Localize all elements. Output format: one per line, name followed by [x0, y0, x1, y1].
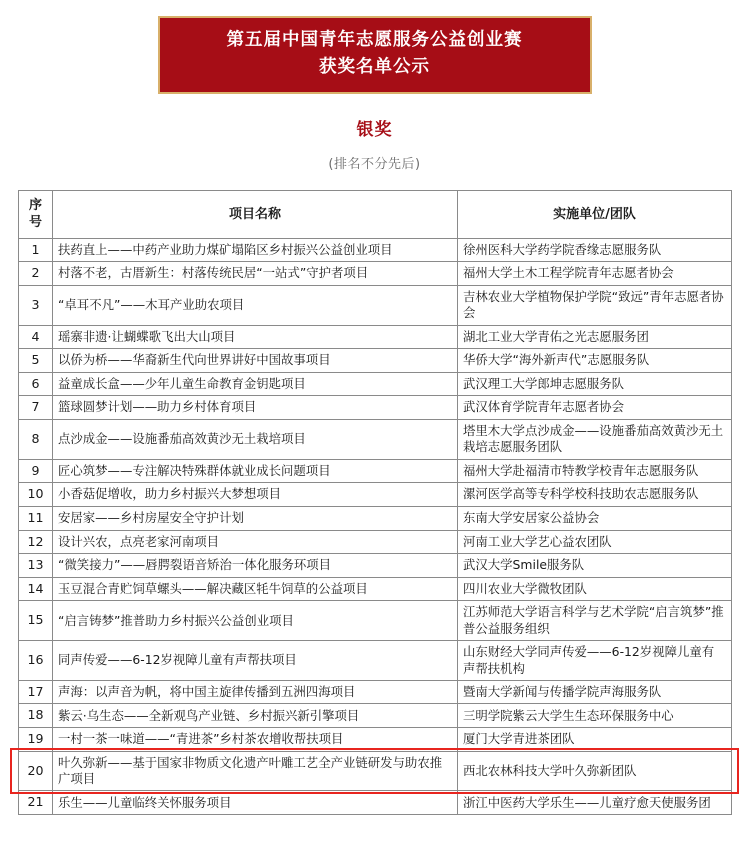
row-project-name: 匠心筑梦——专注解决特殊群体就业成长问题项目 [53, 459, 458, 483]
row-organization: 厦门大学青进茶团队 [458, 728, 732, 752]
award-table-container [18, 190, 731, 815]
row-project-name: 一村一茶一味道——“青进茶”乡村茶农增收帮扶项目 [53, 728, 458, 752]
row-index: 10 [19, 483, 53, 507]
row-project-name: 村落不老，古厝新生：村落传统民居“一站式”守护者项目 [53, 262, 458, 286]
row-index: 4 [19, 325, 53, 349]
row-organization: 湖北工业大学青佑之光志愿服务团 [458, 325, 732, 349]
title-banner [158, 16, 592, 94]
row-index: 13 [19, 554, 53, 578]
table-row [19, 751, 732, 791]
table-row [19, 262, 732, 286]
column-header-project: 项目名称 [53, 191, 458, 238]
row-project-name: 益童成长盒——少年儿童生命教育金钥匙项目 [53, 372, 458, 396]
row-organization: 东南大学安居家公益协会 [458, 506, 732, 530]
row-project-name: 篮球圆梦计划——助力乡村体育项目 [53, 396, 458, 420]
row-organization: 四川农业大学微牧团队 [458, 577, 732, 601]
award-list-table [18, 190, 732, 815]
table-row [19, 601, 732, 641]
table-row [19, 728, 732, 752]
row-index: 14 [19, 577, 53, 601]
row-index: 8 [19, 419, 53, 459]
row-index: 11 [19, 506, 53, 530]
table-row [19, 506, 732, 530]
row-index: 2 [19, 262, 53, 286]
row-organization: 漯河医学高等专科学校科技助农志愿服务队 [458, 483, 732, 507]
row-index: 6 [19, 372, 53, 396]
row-index: 7 [19, 396, 53, 420]
row-index: 21 [19, 791, 53, 815]
row-index: 9 [19, 459, 53, 483]
row-project-name: 设计兴农，点亮老家河南项目 [53, 530, 458, 554]
row-index: 15 [19, 601, 53, 641]
row-project-name: 点沙成金——设施番茄高效黄沙无土栽培项目 [53, 419, 458, 459]
table-row [19, 483, 732, 507]
table-row [19, 530, 732, 554]
row-organization: 山东财经大学同声传爱——6-12岁视障儿童有声帮扶机构 [458, 641, 732, 681]
table-row [19, 680, 732, 704]
row-project-name: 玉豆混合青贮饲草螺头——解决藏区牦牛饲草的公益项目 [53, 577, 458, 601]
table-row [19, 577, 732, 601]
table-row [19, 419, 732, 459]
row-project-name: 小香菇促增收，助力乡村振兴大梦想项目 [53, 483, 458, 507]
row-organization: 三明学院紫云大学生生态环保服务中心 [458, 704, 732, 728]
table-row [19, 285, 732, 325]
table-row [19, 372, 732, 396]
row-index: 1 [19, 238, 53, 262]
column-header-org: 实施单位/团队 [458, 191, 732, 238]
row-organization: 武汉体育学院青年志愿者协会 [458, 396, 732, 420]
row-organization: 吉林农业大学植物保护学院“致远”青年志愿者协会 [458, 285, 732, 325]
row-index: 12 [19, 530, 53, 554]
table-head [19, 191, 732, 238]
row-organization: 暨南大学新闻与传播学院声海服务队 [458, 680, 732, 704]
award-order-note: (排名不分先后) [328, 157, 421, 173]
row-project-name: “启言铸梦”推普助力乡村振兴公益创业项目 [53, 601, 458, 641]
row-organization: 浙江中医药大学乐生——儿童疗愈天使服务团 [458, 791, 732, 815]
row-organization: 武汉理工大学郎坤志愿服务队 [458, 372, 732, 396]
row-organization: 江苏师范大学语言科学与艺术学院“启言筑梦”推普公益服务组织 [458, 601, 732, 641]
table-row [19, 791, 732, 815]
row-index: 16 [19, 641, 53, 681]
award-category-title: 银奖 [356, 120, 393, 141]
table-row [19, 704, 732, 728]
row-project-name: 同声传爱——6-12岁视障儿童有声帮扶项目 [53, 641, 458, 681]
row-organization: 福州大学土木工程学院青年志愿者协会 [458, 262, 732, 286]
row-organization: 河南工业大学艺心益农团队 [458, 530, 732, 554]
row-index: 20 [19, 751, 53, 791]
row-project-name: 乐生——儿童临终关怀服务项目 [53, 791, 458, 815]
row-project-name: 紫云·乌生态——全新观鸟产业链、乡村振兴新引擎项目 [53, 704, 458, 728]
row-index: 19 [19, 728, 53, 752]
row-project-name: 扶药直上——中药产业助力煤矿塌陷区乡村振兴公益创业项目 [53, 238, 458, 262]
row-organization: 福州大学赴福清市特教学校青年志愿服务队 [458, 459, 732, 483]
row-index: 3 [19, 285, 53, 325]
row-organization: 华侨大学“海外新声代”志愿服务队 [458, 349, 732, 373]
row-project-name: 瑶寨非遗·让蝴蝶歌飞出大山项目 [53, 325, 458, 349]
row-organization: 武汉大学Smile服务队 [458, 554, 732, 578]
table-body [19, 238, 732, 815]
table-row [19, 641, 732, 681]
row-project-name: 安居家——乡村房屋安全守护计划 [53, 506, 458, 530]
table-row [19, 554, 732, 578]
table-header-row [19, 191, 732, 238]
row-project-name: 声海：以声音为帆，将中国主旋律传播到五洲四海项目 [53, 680, 458, 704]
table-row [19, 459, 732, 483]
row-index: 5 [19, 349, 53, 373]
table-row [19, 238, 732, 262]
banner-container [0, 0, 749, 94]
row-organization: 西北农林科技大学叶久弥新团队 [458, 751, 732, 791]
row-project-name: 叶久弥新——基于国家非物质文化遗产叶雕工艺全产业链研发与助农推广项目 [53, 751, 458, 791]
row-organization: 塔里木大学点沙成金——设施番茄高效黄沙无土栽培志愿服务团队 [458, 419, 732, 459]
row-project-name: “微笑接力”——唇腭裂语音矫治一体化服务环项目 [53, 554, 458, 578]
row-organization: 徐州医科大学药学院香缘志愿服务队 [458, 238, 732, 262]
row-index: 17 [19, 680, 53, 704]
banner-title-line2: 获奖名单公示 [319, 57, 430, 78]
row-project-name: 以侨为桥——华裔新生代向世界讲好中国故事项目 [53, 349, 458, 373]
row-project-name: “卓耳不凡”——木耳产业助农项目 [53, 285, 458, 325]
table-row [19, 325, 732, 349]
row-index: 18 [19, 704, 53, 728]
column-header-index: 序号 [19, 191, 53, 238]
table-row [19, 349, 732, 373]
table-row [19, 396, 732, 420]
banner-title-line1: 第五届中国青年志愿服务公益创业赛 [226, 30, 523, 50]
